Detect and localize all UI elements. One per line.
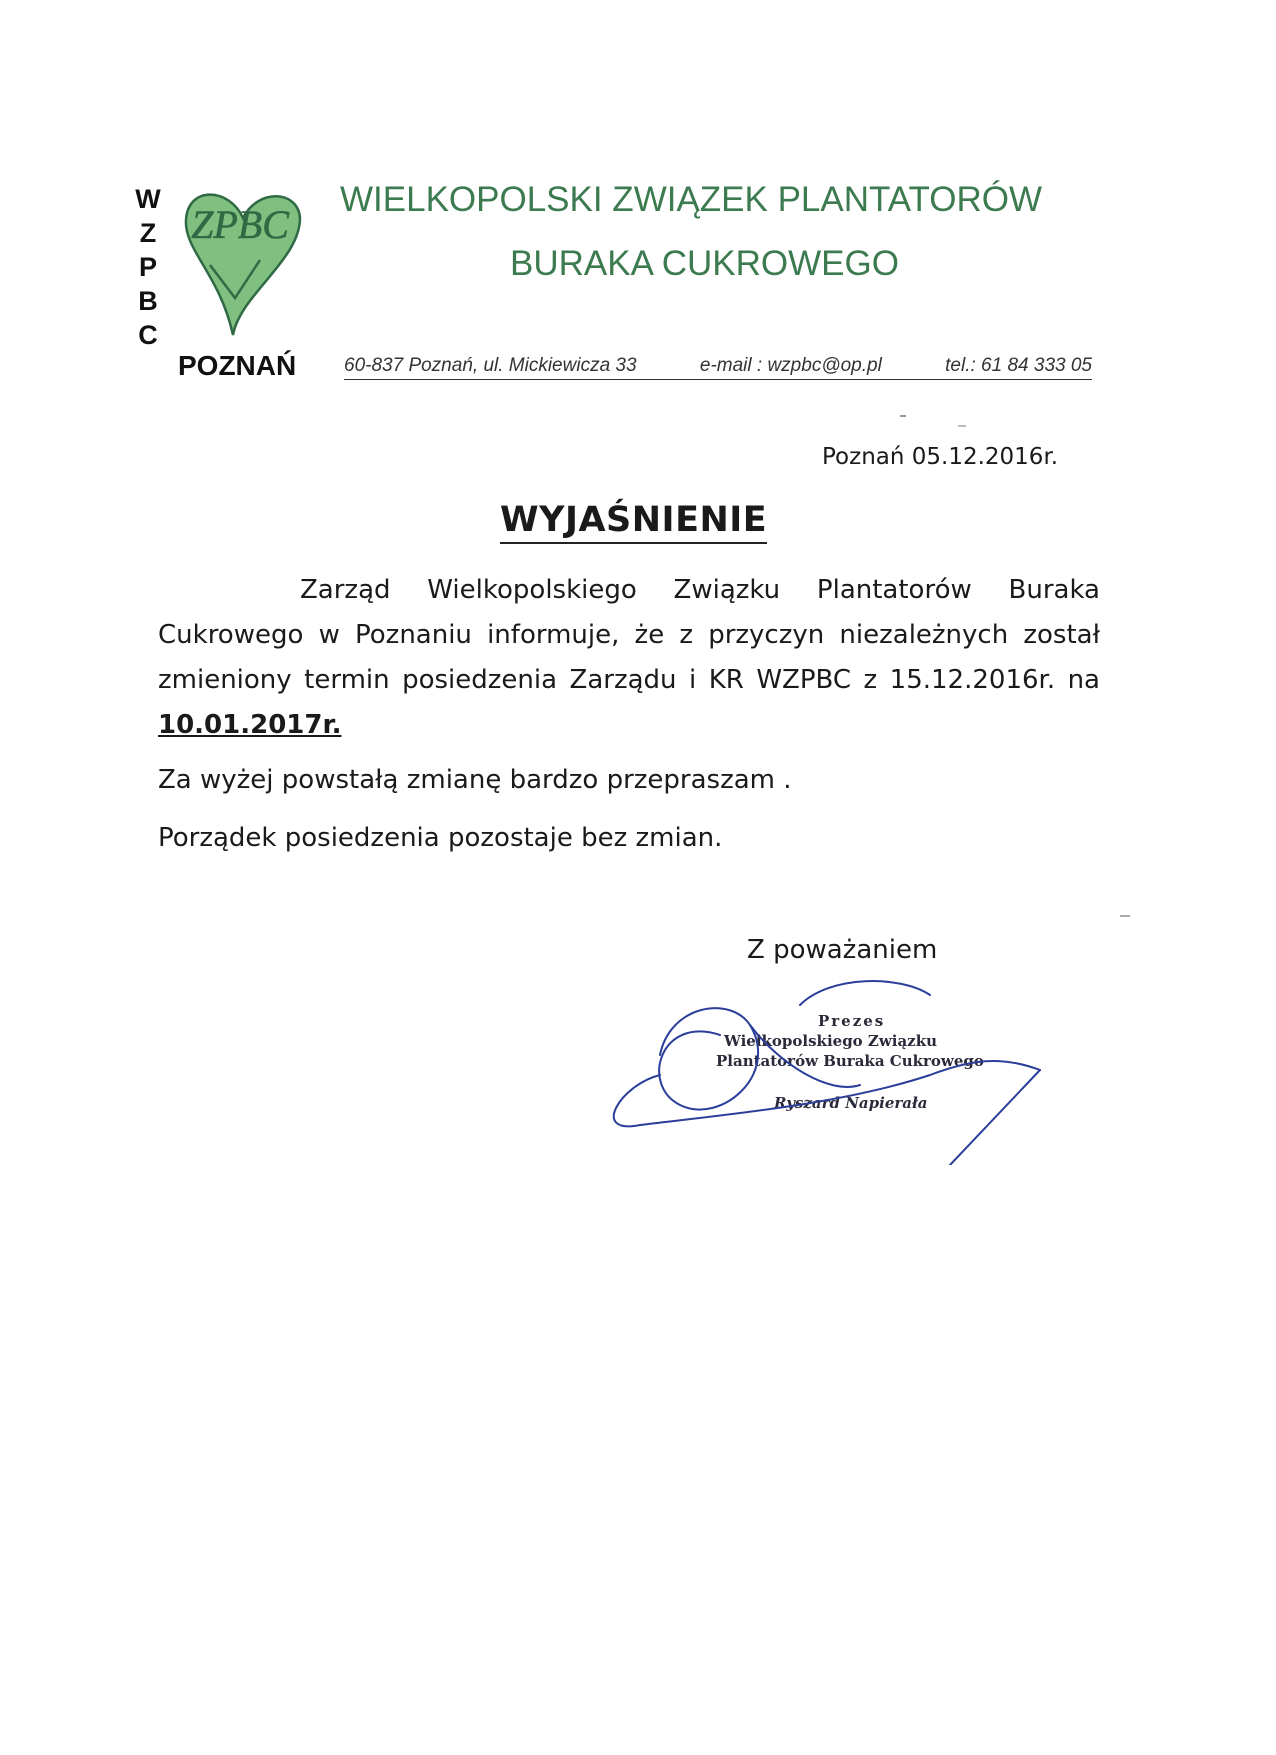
stamp-name: Ryszard Napierała bbox=[774, 1094, 928, 1112]
apology-text: Za wyżej powstałą zmianę bardzo przepraszam . bbox=[158, 765, 792, 795]
acronym-letter: W bbox=[135, 184, 161, 214]
email-address: e-mail : wzpbc@op.pl bbox=[699, 355, 882, 376]
postal-address: 60-837 Poznań, ul. Mickiewicza 33 bbox=[344, 355, 637, 376]
scan-speck bbox=[900, 415, 906, 417]
phone-number: tel.: 61 84 333 05 bbox=[945, 355, 1092, 376]
place-and-date: Poznań 05.12.2016r. bbox=[822, 444, 1059, 470]
agenda-note: Porządek posiedzenia pozostaje bez zmian. bbox=[158, 823, 723, 853]
organization-name-line1: WIELKOPOLSKI ZWIĄZEK PLANTATORÓW bbox=[340, 180, 1043, 219]
organization-name-line2: BURAKA CUKROWEGO bbox=[510, 244, 899, 283]
acronym-letter: P bbox=[138, 252, 157, 282]
body-paragraph bbox=[158, 568, 1100, 748]
acronym-letter: C bbox=[138, 320, 158, 350]
closing-salutation: Z poważaniem bbox=[747, 935, 938, 965]
scan-speck bbox=[1120, 915, 1130, 917]
handwritten-signature bbox=[600, 965, 1050, 1165]
stamp-line1: Wielkopolskiego Związku bbox=[724, 1032, 938, 1050]
stamp-title: Prezes bbox=[818, 1012, 886, 1030]
contact-line bbox=[344, 355, 1092, 380]
vertical-acronym bbox=[133, 182, 163, 352]
document-title: WYJAŚNIENIE bbox=[500, 500, 767, 544]
body-text: Zarząd Wielkopolskiego Związku Plantatorów Buraka Cukrowego w Poznaniu informuje, że z przyczyn niezależnych został zmieniony termin posiedzenia Zarządu i KR WZPBC z 15.12.2016r. na bbox=[158, 575, 1100, 695]
new-meeting-date: 10.01.2017r. bbox=[158, 710, 342, 740]
acronym-letter: B bbox=[138, 286, 158, 316]
heart-logo-icon bbox=[180, 180, 306, 340]
acronym-letter: Z bbox=[139, 218, 157, 248]
scan-speck bbox=[958, 425, 966, 427]
stamp-line2: Plantatorów Buraka Cukrowego bbox=[716, 1052, 984, 1070]
city-mark: POZNAŃ bbox=[178, 350, 297, 381]
svg-text:ZPBC: ZPBC bbox=[191, 202, 289, 247]
